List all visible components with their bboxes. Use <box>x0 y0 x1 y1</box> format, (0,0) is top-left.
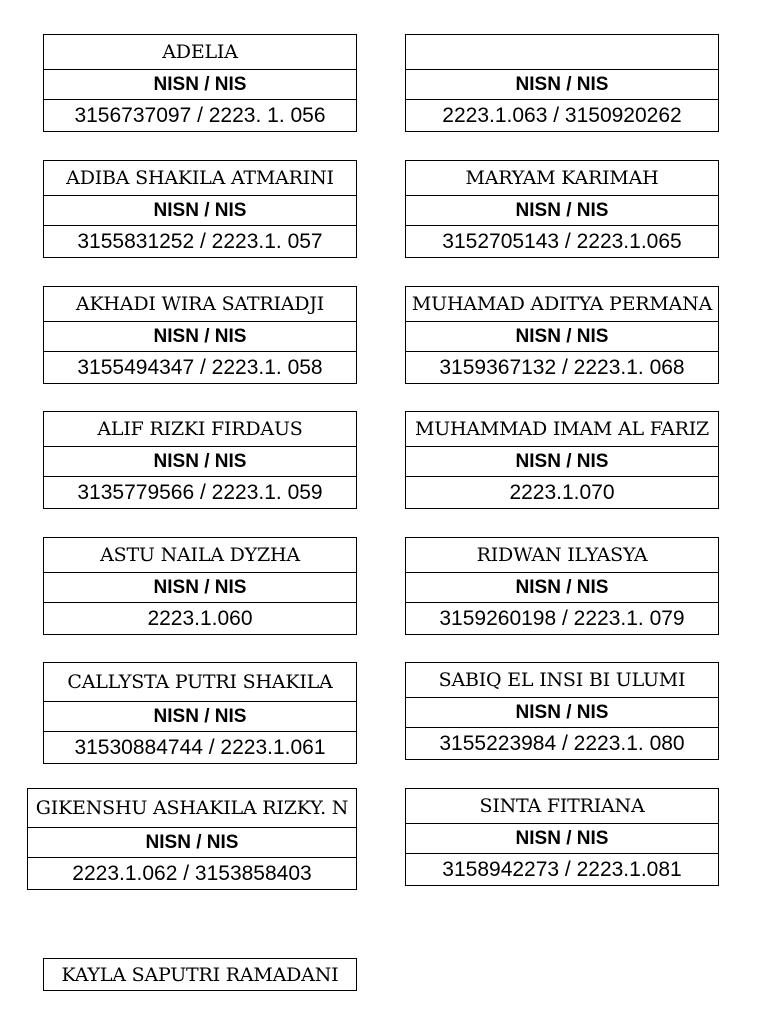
student-name: ADIBA SHAKILA ATMARINI <box>66 167 334 189</box>
student-name: MUHAMMAD IMAM AL FARIZ <box>414 418 710 440</box>
nisn-nis-label: NISN / NIS <box>406 823 718 853</box>
student-name: AKHADI WIRA SATRIADJI <box>75 293 325 315</box>
nisn-nis-label: NISN / NIS <box>406 572 718 602</box>
student-name: ALIF RIZKI FIRDAUS <box>97 418 303 440</box>
student-card <box>27 788 357 890</box>
student-card <box>405 286 719 384</box>
student-card <box>405 788 719 886</box>
nisn-nis-value: 3152705143 / 2223.1.065 <box>406 225 718 257</box>
nisn-nis-value: 3159260198 / 2223.1. 079 <box>406 602 718 634</box>
nisn-nis-value: 3155494347 / 2223.1. 058 <box>44 351 356 383</box>
nisn-nis-value: 2223.1.070 <box>406 476 718 508</box>
nisn-nis-value: 2223.1.063 / 3150920262 <box>406 99 718 131</box>
nisn-nis-label: NISN / NIS <box>44 69 356 99</box>
student-card <box>405 537 719 635</box>
student-card <box>43 34 357 132</box>
nisn-nis-label: NISN / NIS <box>44 446 356 476</box>
student-name: ADELIA <box>162 41 238 63</box>
student-name: MUHAMAD ADITYA PERMANA <box>411 293 713 315</box>
student-card <box>43 286 357 384</box>
student-card <box>43 411 357 509</box>
student-card <box>43 662 357 764</box>
nisn-nis-label: NISN / NIS <box>406 697 718 727</box>
student-name: CALLYSTA PUTRI SHAKILA <box>67 671 333 693</box>
student-name: RIDWAN ILYASYA <box>476 544 648 566</box>
nisn-nis-label: NISN / NIS <box>28 827 356 857</box>
student-card <box>405 662 719 760</box>
nisn-nis-value: 3158942273 / 2223.1.081 <box>406 853 718 885</box>
nisn-nis-value: 31530884744 / 2223.1.061 <box>44 731 356 763</box>
nisn-nis-value: 2223.1.062 / 3153858403 <box>28 857 356 889</box>
nisn-nis-value: 3135779566 / 2223.1. 059 <box>44 476 356 508</box>
student-name: KAYLA SAPUTRI RAMADANI <box>61 963 339 986</box>
nisn-nis-label: NISN / NIS <box>44 572 356 602</box>
student-name: GIKENSHU ASHAKILA RIZKY. N <box>35 797 349 819</box>
nisn-nis-label: NISN / NIS <box>406 446 718 476</box>
student-card <box>43 958 357 991</box>
nisn-nis-label: NISN / NIS <box>406 69 718 99</box>
student-card <box>43 160 357 258</box>
student-name <box>406 35 718 69</box>
nisn-nis-value: 3156737097 / 2223. 1. 056 <box>44 99 356 131</box>
student-card <box>405 411 719 509</box>
nisn-nis-value: 3155831252 / 2223.1. 057 <box>44 225 356 257</box>
nisn-nis-label: NISN / NIS <box>44 195 356 225</box>
nisn-nis-value: 3159367132 / 2223.1. 068 <box>406 351 718 383</box>
nisn-nis-label: NISN / NIS <box>44 321 356 351</box>
nisn-nis-label: NISN / NIS <box>406 321 718 351</box>
student-name: MARYAM KARIMAH <box>465 167 659 189</box>
nisn-nis-label: NISN / NIS <box>406 195 718 225</box>
nisn-nis-value: 2223.1.060 <box>44 602 356 634</box>
student-name: ASTU NAILA DYZHA <box>100 544 300 566</box>
nisn-nis-value: 3155223984 / 2223.1. 080 <box>406 727 718 759</box>
student-name: SABIQ EL INSI BI ULUMI <box>438 669 686 691</box>
nisn-nis-label: NISN / NIS <box>44 701 356 731</box>
student-card <box>405 160 719 258</box>
student-name: SINTA FITRIANA <box>479 795 645 817</box>
student-card <box>43 537 357 635</box>
student-card <box>405 34 719 132</box>
